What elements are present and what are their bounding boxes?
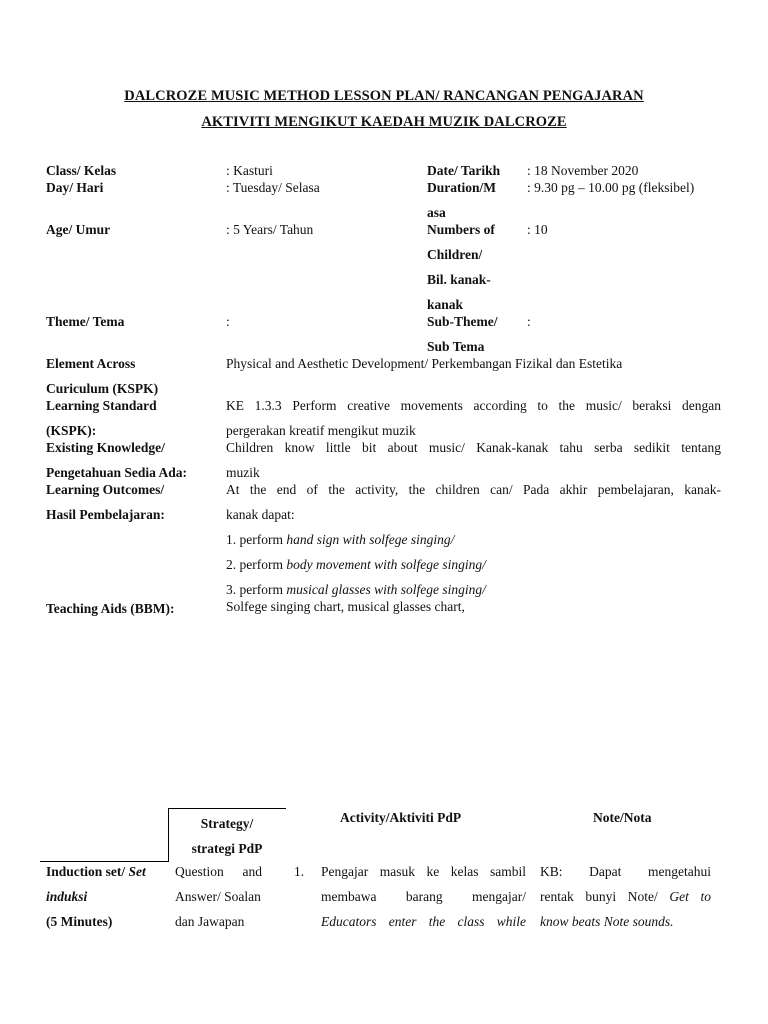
subtheme-label-2: Sub Tema [427,339,485,354]
teaching-aids-label: Teaching Aids (BBM): [46,601,175,616]
day-value: : Tuesday/ Selasa [226,180,320,195]
table-top-border [168,808,286,809]
induction-note-2 [540,889,711,905]
theme-value: : [226,314,230,329]
existing-knowledge-label-1: Existing Knowledge/ [46,440,165,455]
learning-outcomes-value-1: At the end of the activity, the children can/ Pada akhir pembelajaran, kanak- [226,482,721,497]
learning-outcomes-label-2: Hasil Pembelajaran: [46,507,165,522]
outcome-text: musical glasses with solfege singing/ [286,582,486,597]
learning-standard-label-1: Learning Standard [46,398,157,413]
induction-strategy-3: dan Jawapan [175,914,245,929]
duration-label: Duration/M [427,180,496,195]
existing-knowledge-value-2: muzik [226,465,260,480]
theme-label: Theme/ Tema [46,314,125,329]
children-value: : 10 [527,222,548,237]
learning-standard-label-2: (KSPK): [46,423,97,438]
children-label-4: kanak [427,297,464,312]
existing-knowledge-value-1: Children know little bit about music/ Kanak-kanak tahu serba sedikit tentang [226,440,721,455]
class-label: Class/ Kelas [46,163,117,178]
outcome-text: hand sign with solfege singing/ [286,532,455,547]
element-label-1: Element Across [46,356,136,371]
subtheme-label-1: Sub-Theme/ [427,314,498,329]
day-label: Day/ Hari [46,180,104,195]
date-value: : 18 November 2020 [527,163,639,178]
subtheme-value: : [527,314,531,329]
learning-outcomes-label-1: Learning Outcomes/ [46,482,165,497]
induction-activity-2: membawa barang mengajar/ [321,889,526,904]
outcome-text: body movement with solfege singing/ [286,557,486,572]
outcome-item [226,557,486,573]
outcome-prefix: 3. perform [226,582,287,597]
children-label-2: Children/ [427,247,483,262]
teaching-aids-value: Solfege singing chart, musical glasses chart, [226,599,465,614]
induction-item-number: 1. [294,864,305,879]
duration-label-cont: asa [427,205,446,220]
induction-label-text: Induction set/ [46,864,129,879]
outcome-prefix: 1. perform [226,532,287,547]
induction-activity-3: Educators enter the class while [321,914,526,929]
learning-standard-value-2: pergerakan kreatif mengikut muzik [226,423,416,438]
class-value: : Kasturi [226,163,273,178]
outcome-item [226,532,454,548]
duration-value: : 9.30 pg – 10.00 pg (fleksibel) [527,180,695,195]
learning-standard-value-1: KE 1.3.3 Perform creative movements according to the music/ beraksi dengan [226,398,721,413]
age-label: Age/ Umur [46,222,111,237]
induction-activity-1: Pengajar masuk ke kelas sambil [321,864,526,879]
children-label-1: Numbers of [427,222,495,237]
induction-note-italic: Get to [669,889,711,904]
element-label-2: Curiculum (KSPK) [46,381,159,396]
outcome-item [226,582,486,598]
induction-note-1: KB: Dapat mengetahui [540,864,711,879]
outcome-prefix: 2. perform [226,557,287,572]
header-strategy-1: Strategy/ [200,816,254,831]
element-value: Physical and Aesthetic Development/ Perkembangan Fizikal dan Estetika [226,356,623,371]
existing-knowledge-label-2: Pengetahuan Sedia Ada: [46,465,188,480]
header-strategy-2: strategi PdP [191,841,263,856]
induction-note-3: know beats Note sounds. [540,914,674,929]
age-value: : 5 Years/ Tahun [226,222,314,237]
header-activity: Activity/Aktiviti PdP [340,810,462,825]
induction-label-2: induksi [46,889,88,904]
children-label-3: Bil. kanak- [427,272,491,287]
induction-strategy-2: Answer/ Soalan [175,889,261,904]
table-header-bottom-border [40,861,169,862]
header-note: Note/Nota [593,810,652,825]
induction-note-text: rentak bunyi Note/ [540,889,670,904]
induction-label-italic: Set [128,864,146,879]
title-line-2: AKTIVITI MENGIKUT KAEDAH MUZIK DALCROZE [201,114,567,130]
induction-duration: (5 Minutes) [46,914,113,929]
induction-strategy-1: Question and [175,864,262,879]
learning-outcomes-value-2: kanak dapat: [226,507,295,522]
induction-label-1 [46,864,146,880]
title-line-1: DALCROZE MUSIC METHOD LESSON PLAN/ RANCANGAN PENGAJARAN [124,88,644,104]
date-label: Date/ Tarikh [427,163,501,178]
